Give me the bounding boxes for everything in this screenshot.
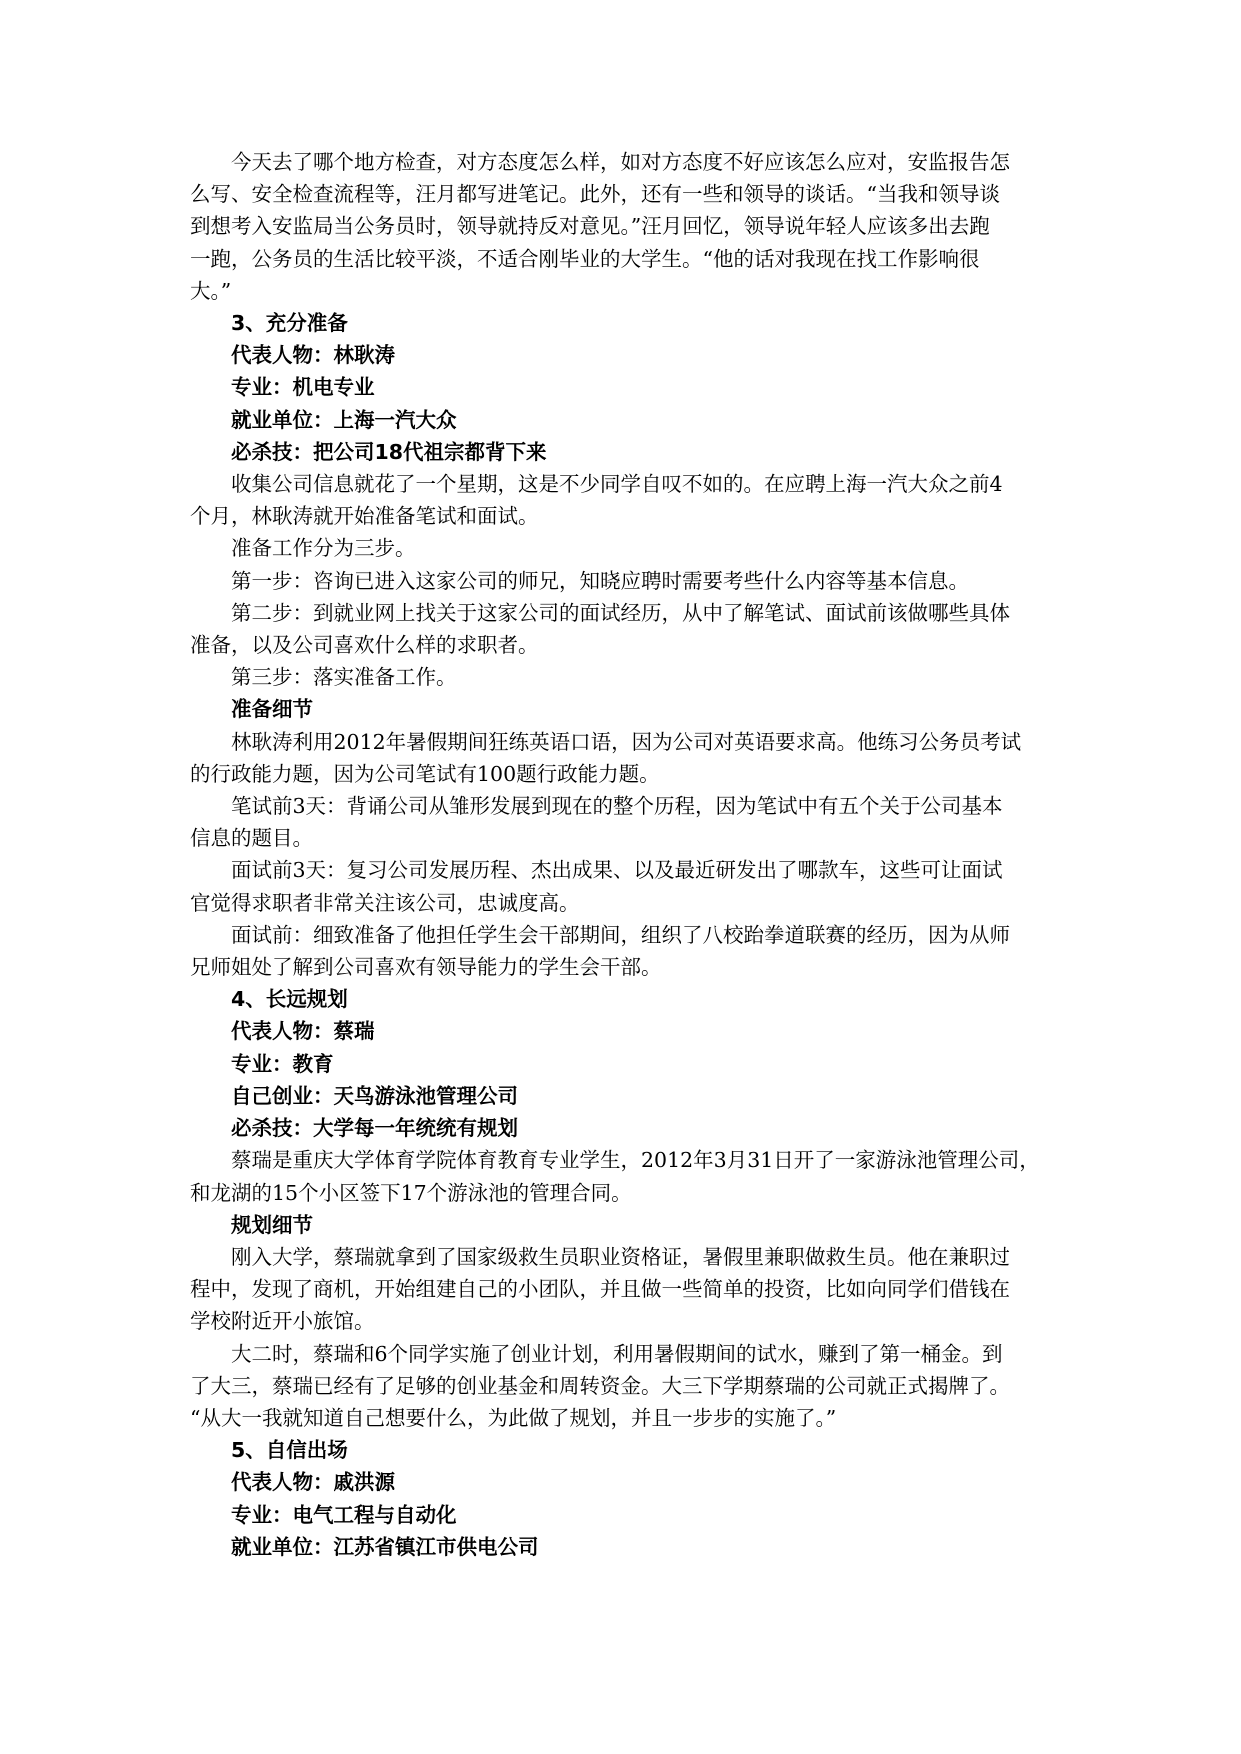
text-line: 信息的题目。 <box>190 826 313 851</box>
heading-line: 准备细节 <box>231 697 313 722</box>
text-line: 面试前3天：复习公司发展历程、杰出成果、以及最近研发出了哪款车，这些可让面试 <box>231 858 1003 883</box>
text-line: 蔡瑞是重庆大学体育学院体育教育专业学生，2012年3月31日开了一家游泳池管理公司， <box>231 1148 1040 1173</box>
heading-line: 专业：教育 <box>231 1051 334 1076</box>
text-line: 第三步：落实准备工作。 <box>231 665 457 690</box>
text-line: 和龙湖的15个小区签下17个游泳池的管理合同。 <box>190 1180 632 1205</box>
text-line: 准备工作分为三步。 <box>231 536 416 561</box>
heading-line: 就业单位：江苏省镇江市供电公司 <box>231 1534 539 1559</box>
text-line: 第二步：到就业网上找关于这家公司的面试经历，从中了解笔试、面试前该做哪些具体 <box>231 600 1010 625</box>
text-line: 兄师姐处了解到公司喜欢有领导能力的学生会干部。 <box>190 955 662 980</box>
text-line: 大二时，蔡瑞和6个同学实施了创业计划，利用暑假期间的试水，赚到了第一桶金。到 <box>231 1341 1003 1366</box>
text-line: 今天去了哪个地方检查，对方态度怎么样，如对方态度不好应该怎么应对，安监报告怎 <box>231 150 1010 174</box>
heading-line: 规划细节 <box>231 1212 313 1237</box>
heading-line: 4、长远规划 <box>231 987 348 1012</box>
heading-line: 代表人物：戚洪源 <box>231 1470 395 1495</box>
text-line: “从大一我就知道自己想要什么，为此做了规划，并且一步步的实施了。” <box>190 1405 837 1430</box>
text-line: 一跑，公务员的生活比较平淡，不适合刚毕业的大学生。“他的话对我现在找工作影响很 <box>190 246 980 271</box>
text-line: 学校附近开小旅馆。 <box>190 1309 375 1334</box>
text-line: 程中，发现了商机，开始组建自己的小团队，并且做一些简单的投资，比如向同学们借钱在 <box>190 1277 1010 1302</box>
heading-line: 3、充分准备 <box>231 311 348 336</box>
heading-line: 专业：电气工程与自动化 <box>231 1502 457 1527</box>
text-line: 收集公司信息就花了一个星期，这是不少同学自叹不如的。在应聘上海一汽大众之前4 <box>231 472 1003 497</box>
text-line: 第一步：咨询已进入这家公司的师兄，知晓应聘时需要考些什么内容等基本信息。 <box>231 568 969 593</box>
heading-line: 代表人物：林耿涛 <box>231 343 395 368</box>
document-body <box>190 146 1060 1563</box>
text-line: 笔试前3天：背诵公司从雏形发展到现在的整个历程，因为笔试中有五个关于公司基本 <box>231 794 1003 819</box>
text-line: 准备，以及公司喜欢什么样的求职者。 <box>190 633 539 658</box>
heading-line: 必杀技：把公司18代祖宗都背下来 <box>231 439 547 464</box>
heading-line: 必杀技：大学每一年统统有规划 <box>231 1116 518 1141</box>
text-line: 刚入大学，蔡瑞就拿到了国家级救生员职业资格证，暑假里兼职做救生员。他在兼职过 <box>231 1244 1010 1269</box>
heading-line: 就业单位：上海一汽大众 <box>231 407 457 432</box>
heading-line: 代表人物：蔡瑞 <box>231 1019 375 1044</box>
text-line: 官觉得求职者非常关注该公司，忠诚度高。 <box>190 890 580 915</box>
heading-line: 5、自信出场 <box>231 1438 348 1463</box>
text-line: 个月，林耿涛就开始准备笔试和面试。 <box>190 504 539 529</box>
text-line: 的行政能力题，因为公司笔试有100题行政能力题。 <box>190 761 660 786</box>
heading-line: 专业：机电专业 <box>231 375 375 400</box>
text-line: 面试前：细致准备了他担任学生会干部期间，组织了八校跆拳道联赛的经历，因为从师 <box>231 922 1010 947</box>
text-line: 了大三，蔡瑞已经有了足够的创业基金和周转资金。大三下学期蔡瑞的公司就正式揭牌了。 <box>190 1373 1010 1398</box>
heading-line: 自己创业：天鸟游泳池管理公司 <box>231 1083 518 1108</box>
text-line: 到想考入安监局当公务员时，领导就持反对意见。”汪月回忆，领导说年轻人应该多出去跑 <box>190 214 990 239</box>
text-line: 么写、安全检查流程等，汪月都写进笔记。此外，还有一些和领导的谈话。“当我和领导谈 <box>190 182 1000 207</box>
text-line: 林耿涛利用2012年暑假期间狂练英语口语，因为公司对英语要求高。他练习公务员考试 <box>231 729 1022 754</box>
text-line: 大。” <box>190 278 232 303</box>
